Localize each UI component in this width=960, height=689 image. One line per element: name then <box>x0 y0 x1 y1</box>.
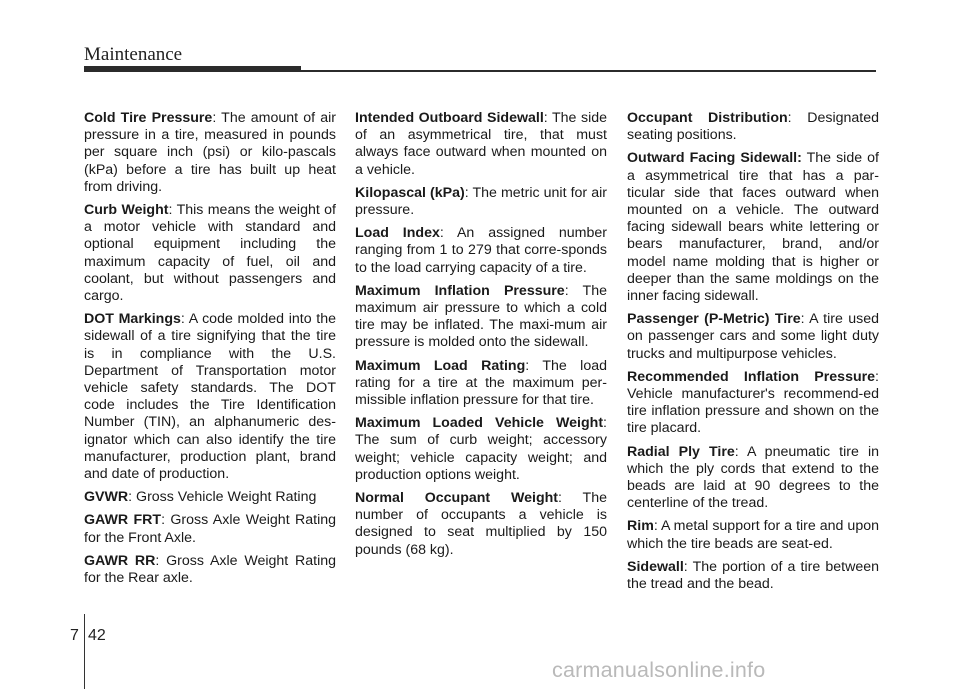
glossary-definition: The maximum air pressure to which a cold tire may be inflated. The maxi-mum air pressure is molded onto the sidewall. <box>355 282 607 351</box>
glossary-column-1 <box>84 110 336 593</box>
glossary-definition: A pneumatic tire in which the ply cords that extend to the beads are laid at 90 degrees to the centerline of the tread. <box>627 443 879 512</box>
glossary-definition: A metal support for a tire and upon which the tire beads are seat-ed. <box>627 518 879 552</box>
watermark-text: carmanualsonline.info <box>552 658 766 682</box>
glossary-entry <box>84 110 336 196</box>
glossary-definition: A code molded into the sidewall of a tire signifying that the tire is in compliance with the U.S. Department of Transportation motor vehicle safety standards. The DOT code includes the Tire Identification Number (TIN), an alphanumeric des-ignator which can also identify the tire manufacturer, production plant, brand and date of production. <box>84 311 336 483</box>
glossary-definition: The side of an asymmetrical tire, that must always face outward when mounted on a vehicle. <box>355 110 607 178</box>
glossary-term: Recommended Inflation Pressure <box>627 368 876 385</box>
glossary-term: Occupant Distribution <box>627 110 788 126</box>
glossary-entry <box>627 559 879 593</box>
term-separator: : <box>564 282 583 299</box>
glossary-entry <box>355 490 607 559</box>
glossary-column-2 <box>355 110 607 565</box>
glossary-entry <box>84 553 336 587</box>
glossary-entry <box>355 225 607 277</box>
term-separator: : <box>212 110 222 126</box>
glossary-term: GVWR <box>84 489 129 506</box>
glossary-definition: The portion of a tire between the tread and the bead. <box>627 558 879 593</box>
term-separator: : <box>168 202 177 219</box>
glossary-entry <box>84 202 336 305</box>
glossary-definition: Designated seating positions. <box>627 110 880 144</box>
term-separator: : <box>683 558 693 575</box>
header-rule-thin <box>301 70 876 72</box>
glossary-column-3 <box>627 110 879 599</box>
glossary-term: Kilopascal (kPa) <box>355 184 465 201</box>
glossary-definition: An assigned number ranging from 1 to 279 that corre-sponds to the load carrying capacity of a tire. <box>355 225 608 276</box>
glossary-definition: The side of a asymmetrical tire that has a par-ticular side that faces outward when mounted on a vehicle. The outward facing sidewall bears white lettering or bears manufacturer, brand, and/or model name molding that is higher or deeper than the same moldings on the inner facing sidewall. <box>627 150 879 305</box>
glossary-term: DOT Markings <box>84 311 181 328</box>
term-separator: : <box>525 357 543 374</box>
glossary-definition: Vehicle manufacturer's recommend-ed tire inflation pressure and shown on the tire placard. <box>627 386 879 437</box>
term-separator: : <box>439 225 457 242</box>
glossary-term: Rim <box>627 518 654 535</box>
term-separator: : <box>155 552 167 569</box>
header-rule-thick <box>84 66 301 72</box>
glossary-definition: The sum of curb weight; accessory weight; vehicle capacity weight; and production options weight. <box>355 432 607 483</box>
glossary-term: Intended Outboard Sidewall <box>355 110 544 126</box>
glossary-entry <box>355 415 607 484</box>
glossary-entry <box>627 444 879 513</box>
glossary-definition: This means the weight of a motor vehicle with standard and optional equipment including the maximum capacity of fuel, oil and coolant, but without passengers and cargo. <box>84 202 336 305</box>
glossary-entry <box>627 311 879 363</box>
glossary-term: Maximum Inflation Pressure <box>355 282 565 299</box>
glossary-entry <box>355 110 607 179</box>
chapter-number: 7 <box>70 627 79 644</box>
glossary-term: Load Index <box>355 225 440 242</box>
term-separator: : <box>800 311 810 328</box>
glossary-term: Passenger (P-Metric) Tire <box>627 311 801 328</box>
glossary-term: Curb Weight <box>84 202 169 219</box>
term-separator: : <box>653 518 661 535</box>
term-separator: : <box>180 311 189 328</box>
glossary-definition: Gross Axle Weight Rating for the Front Axle. <box>84 512 337 546</box>
glossary-entry <box>627 369 879 438</box>
glossary-term: Sidewall <box>627 558 684 575</box>
glossary-term: Maximum Load Rating <box>355 357 526 374</box>
glossary-entry <box>84 311 336 483</box>
glossary-definition: Gross Axle Weight Rating for the Rear axle. <box>84 552 336 587</box>
term-separator: : <box>734 443 747 460</box>
glossary-entry <box>84 512 336 546</box>
glossary-definition: The metric unit for air pressure. <box>355 184 607 219</box>
glossary-entry <box>355 283 607 352</box>
glossary-term: Normal Occupant Weight <box>355 490 559 507</box>
glossary-term: GAWR FRT <box>84 512 162 529</box>
glossary-definition: The load rating for a tire at the maximum per-missible inflation pressure for that tire. <box>355 357 607 409</box>
term-separator: : <box>558 490 583 507</box>
glossary-definition: The amount of air pressure in a tire, measured in pounds per square inch (psi) or kilo-pascals (kPa) before a tire has built up heat from driving. <box>84 110 336 195</box>
glossary-term: Radial Ply Tire <box>627 443 735 460</box>
term-separator: : <box>128 489 137 506</box>
glossary-definition: Gross Vehicle Weight Rating <box>136 489 317 506</box>
glossary-term: GAWR RR <box>84 552 156 569</box>
glossary-entry <box>627 150 879 305</box>
term-separator: : <box>603 415 607 432</box>
glossary-entry <box>627 518 879 552</box>
term-separator: : <box>464 184 473 201</box>
glossary-entry <box>84 489 336 506</box>
glossary-term: Maximum Loaded Vehicle Weight <box>355 415 604 432</box>
term-separator: : <box>875 368 879 385</box>
glossary-term: Cold Tire Pressure <box>84 110 213 126</box>
page-number: 42 <box>88 627 106 644</box>
term-separator: : <box>543 110 552 126</box>
glossary-definition: A tire used on passenger cars and some light duty trucks and multipurpose vehicles. <box>627 311 879 362</box>
term-separator: : <box>161 512 171 529</box>
page-header-title: Maintenance <box>84 44 183 65</box>
glossary-entry <box>355 358 607 410</box>
glossary-entry <box>355 185 607 219</box>
glossary-definition: The number of occupants a vehicle is designed to seat multiplied by 150 pounds (68 kg). <box>355 490 607 558</box>
glossary-entry <box>627 110 879 144</box>
glossary-term: Outward Facing Sidewall: <box>627 150 802 167</box>
term-separator: : <box>787 110 808 126</box>
footer-divider <box>84 614 85 689</box>
